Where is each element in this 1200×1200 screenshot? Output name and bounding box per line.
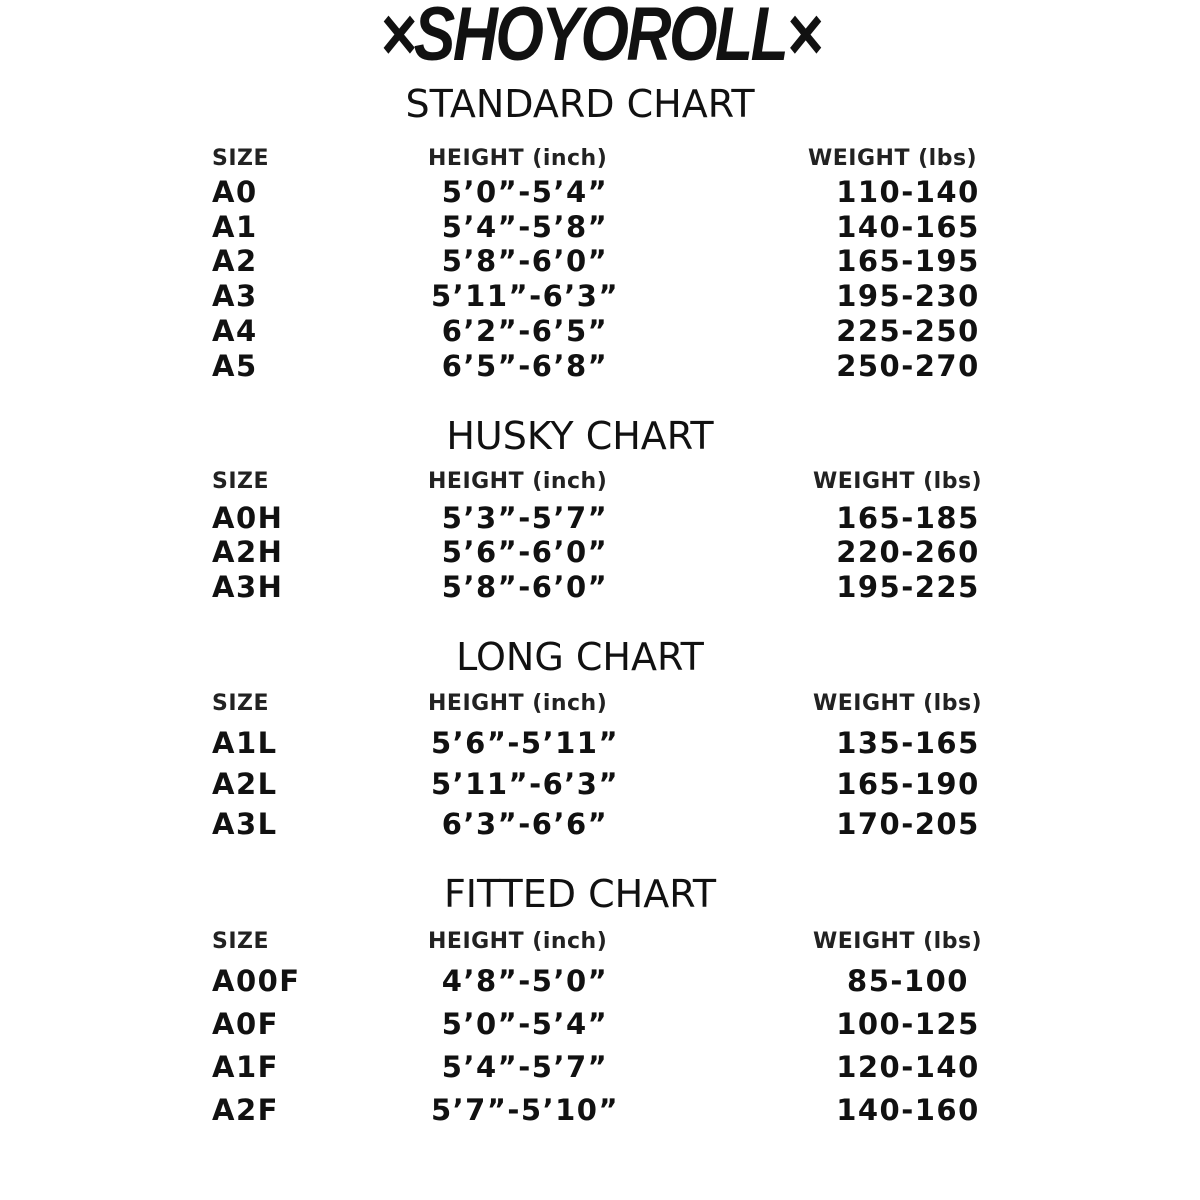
height-cell: 6’5”-6’8” (441, 349, 609, 383)
table-row (0, 534, 1200, 570)
table-row (0, 569, 1200, 605)
height-column-header: HEIGHT (inch) (428, 469, 608, 494)
table-row (0, 209, 1200, 245)
table-row (0, 1006, 1200, 1042)
table-row (0, 766, 1200, 802)
height-cell: 5’11”-6’3” (430, 767, 620, 801)
size-cell: A2H (212, 535, 284, 569)
height-cell: 6’3”-6’6” (441, 807, 609, 841)
weight-column-header: WEIGHT (lbs) (813, 469, 983, 494)
height-cell: 5’8”-6’0” (441, 570, 609, 604)
size-column-header: SIZE (212, 146, 270, 171)
table-row (0, 313, 1200, 349)
height-cell: 5’4”-5’7” (441, 1050, 609, 1084)
height-cell: 5’0”-5’4” (441, 175, 609, 209)
fitted-chart-title: FITTED CHART (443, 872, 717, 916)
shoyoroll-logo: ×SHOYOROLL× (379, 0, 821, 77)
height-column-header: HEIGHT (inch) (428, 691, 608, 716)
weight-cell: 225-250 (836, 314, 980, 348)
table-row (0, 243, 1200, 279)
standard-chart-header-row (0, 141, 1200, 177)
size-column-header: SIZE (212, 469, 270, 494)
size-cell: A2F (212, 1093, 279, 1127)
size-cell: A1L (212, 726, 278, 760)
weight-cell: 195-225 (836, 570, 980, 604)
height-cell: 5’11”-6’3” (430, 279, 620, 313)
height-cell: 5’8”-6’0” (441, 244, 609, 278)
weight-cell: 165-185 (836, 501, 980, 535)
weight-column-header: WEIGHT (lbs) (808, 146, 978, 171)
husky-chart-title: HUSKY CHART (446, 414, 714, 458)
weight-cell: 220-260 (836, 535, 980, 569)
weight-cell: 110-140 (836, 175, 980, 209)
weight-cell: 100-125 (836, 1007, 980, 1041)
weight-cell: 140-160 (836, 1093, 980, 1127)
size-cell: A3H (212, 570, 284, 604)
size-cell: A2 (212, 244, 258, 278)
height-cell: 5’0”-5’4” (441, 1007, 609, 1041)
weight-cell: 135-165 (836, 726, 980, 760)
table-row (0, 174, 1200, 210)
weight-cell: 140-165 (836, 210, 980, 244)
size-cell: A00F (212, 964, 301, 998)
size-cell: A5 (212, 349, 258, 383)
height-column-header: HEIGHT (inch) (428, 929, 608, 954)
size-column-header: SIZE (212, 691, 270, 716)
height-column-header: HEIGHT (inch) (428, 146, 608, 171)
size-cell: A1F (212, 1050, 279, 1084)
table-row (0, 963, 1200, 999)
husky-chart-header-row (0, 464, 1200, 500)
size-cell: A3L (212, 807, 278, 841)
table-row (0, 500, 1200, 536)
size-cell: A0 (212, 175, 258, 209)
size-cell: A0F (212, 1007, 279, 1041)
height-cell: 5’6”-6’0” (441, 535, 609, 569)
table-row (0, 278, 1200, 314)
size-cell: A1 (212, 210, 258, 244)
weight-column-header: WEIGHT (lbs) (813, 929, 983, 954)
standard-chart-title: STANDARD CHART (405, 82, 755, 126)
table-row (0, 1049, 1200, 1085)
table-row (0, 348, 1200, 384)
weight-cell: 165-190 (836, 767, 980, 801)
table-row (0, 1092, 1200, 1128)
size-column-header: SIZE (212, 929, 270, 954)
weight-cell: 165-195 (836, 244, 980, 278)
height-cell: 5’6”-5’11” (430, 726, 620, 760)
size-cell: A3 (212, 279, 258, 313)
weight-cell: 250-270 (836, 349, 980, 383)
weight-column-header: WEIGHT (lbs) (813, 691, 983, 716)
height-cell: 4’8”-5’0” (441, 964, 609, 998)
long-chart-title: LONG CHART (456, 635, 704, 679)
height-cell: 5’3”-5’7” (441, 501, 609, 535)
height-cell: 5’4”-5’8” (441, 210, 609, 244)
size-cell: A4 (212, 314, 258, 348)
size-cell: A0H (212, 501, 284, 535)
fitted-chart-header-row (0, 924, 1200, 960)
weight-cell: 120-140 (836, 1050, 980, 1084)
table-row (0, 725, 1200, 761)
long-chart-header-row (0, 686, 1200, 722)
weight-cell: 170-205 (836, 807, 980, 841)
table-row (0, 806, 1200, 842)
weight-cell: 85-100 (847, 964, 969, 998)
height-cell: 6’2”-6’5” (441, 314, 609, 348)
height-cell: 5’7”-5’10” (430, 1093, 620, 1127)
weight-cell: 195-230 (836, 279, 980, 313)
size-cell: A2L (212, 767, 278, 801)
